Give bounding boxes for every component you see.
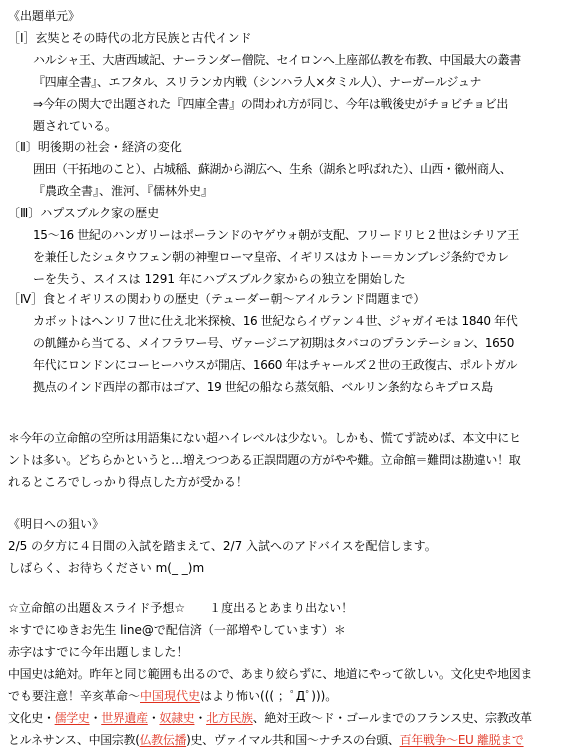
unit-1-line-3: ⇒今年の関大で出題された『四庫全書』の問われ方が同じ、今年は戦後史がチョビチョビ出 <box>33 97 508 111</box>
unit-1-title: 玄奘とその時代の北方民族と古代インド <box>35 31 252 45</box>
china-line-2-text-b: はより怖い((( ；ﾟДﾟ)))。 <box>200 689 338 703</box>
unit-3-title: ハプスブルク家の歴史 <box>40 206 160 220</box>
note-line-3: れるところでしっかり得点した方が受かる！ <box>8 475 248 489</box>
unit-3-line-1: 15～16 世紀のハンガリーはポーランドのヤゲウォ朝が支配、フリードリヒ２世はシチリア王 <box>33 228 519 242</box>
note-line-2: ントは多い。どちらかというと…増えつつある正誤問題の方がやや難。立命館＝難問は勘違い！取 <box>8 453 521 467</box>
unit-3-marker: 〔Ⅲ〕 <box>8 206 41 220</box>
unit-4-title-line <box>8 289 425 311</box>
prediction-red-note: 赤字はすでに今年出題しました！ <box>8 645 189 659</box>
unit-2-title-line <box>8 137 182 159</box>
unit-1-line-1: ハルシャ王、大唐西域記、ナーランダー僧院、セイロンへ上座部仏教を布教、中国最大の叢書 <box>33 53 521 67</box>
topics-1-text-2: ・ <box>89 711 102 725</box>
section-heading-prediction: ☆立命館の出題＆スライド予想☆ １度出るとあまり出ない！ <box>8 601 354 615</box>
unit-3-line-3: ーを失う、スイスは 1291 年にハプスブルク家からの独立を開始した <box>33 272 406 286</box>
unit-1-line-2: 『四庫全書』、エフタル、スリランカ内戦（シンハラ人×タミル人）、ナーガールジュナ <box>33 75 482 89</box>
tomorrow-line-2: しばらく、お待ちください m(_ _)m <box>8 561 205 575</box>
unit-4-line-3: 年代にロンドンにコーヒーハウスが開店、1660 年はチャールズ２世の王政復古、ポルトガル <box>33 358 518 372</box>
china-modern-history-highlight: 中国現代史 <box>140 689 201 703</box>
topic-world-heritage: 世界遺産 <box>101 711 148 725</box>
unit-1-marker: ［Ⅰ］ <box>8 31 36 45</box>
unit-4-title: 食とイギリスの関わりの歴史（テューダー朝～アイルランド問題まで） <box>43 292 426 306</box>
unit-2-marker: 〔Ⅱ〕 <box>8 140 38 154</box>
topic-buddhism-spread: 仏教伝播 <box>139 733 187 747</box>
unit-3-line-2: を兼任したシュタウフェン朝の神聖ローマ皇帝、イギリスはカトー＝カンブレジ条約でカレ <box>33 250 509 264</box>
unit-4-marker: ［Ⅳ］ <box>8 292 44 306</box>
topics-1-text-4: ・ <box>147 711 160 725</box>
topic-hundred-years-war-to-eu: 百年戦争～EU 離脱まで <box>399 733 524 747</box>
prediction-china-line-2 <box>8 686 337 708</box>
note-line-1: ＊今年の立命館の空所は用語集にない超ハイレベルは少ない。しかも、慌てず読めば、本文中にヒ <box>8 431 521 445</box>
topic-northern-peoples: 北方民族 <box>206 711 253 725</box>
unit-2-title: 明後期の社会・経済の変化 <box>37 140 182 154</box>
unit-3-title-line <box>8 203 159 225</box>
section-heading-tomorrow: 《明日への狙い》 <box>8 517 105 531</box>
unit-4-line-4: 拠点のインド西岸の都市はゴア、19 世紀の船なら蒸気船、ベルリン条約ならキプロス島 <box>33 380 493 394</box>
topics-1-text-0: 文化史・ <box>8 711 55 725</box>
topics-1-text-6: ・ <box>194 711 207 725</box>
section-heading-units: 《出題単元》 <box>8 9 81 23</box>
china-line-2-text-a: でも要注意！辛亥革命～ <box>8 689 141 703</box>
prediction-notice: ＊すでにゆきお先生 line@で配信済（一部増やしています）＊ <box>8 623 346 637</box>
tomorrow-line-1: 2/5 の夕方に４日間の入試を踏まえて、2/7 入試へのアドバイスを配信します。 <box>8 539 437 553</box>
unit-2-line-2: 『農政全書』、淮河、『儒林外史』 <box>33 184 214 198</box>
unit-4-line-2: の飢饉から当てる、メイフラワー号、ヴァージニア初期はタバコのプランテーション、1650 <box>33 336 514 350</box>
topic-slavery-history: 奴隷史 <box>159 711 195 725</box>
topics-2-text-0: とルネサンス、中国宗教( <box>8 733 140 747</box>
prediction-china-line-1: 中国史は絶対。昨年と同じ範囲も出るので、あまり絞らずに、地道にやって欲しい。文化史や地図ま <box>8 667 533 681</box>
unit-1-title-line <box>8 28 252 50</box>
topic-confucianism-history: 儒学史 <box>54 711 90 725</box>
topics-2-text-2: )史、ヴァイマル共和国～ナチスの台頭、 <box>186 733 400 747</box>
unit-1-line-4: 題されている。 <box>33 119 118 133</box>
unit-4-line-1: カボットはヘンリ７世に仕え北米探検、16 世紀ならイヴァン４世、ジャガイモは 1840 年代 <box>33 314 518 328</box>
topics-1-text-8: 、絶対王政～ド・ゴールまでのフランス史、宗教改革 <box>252 711 532 725</box>
unit-2-line-1: 囲田（干拓地のこと）、占城稲、蘇湖から湖広へ、生糸（湖糸と呼ばれた）、山西・徽州商人、 <box>33 162 512 176</box>
